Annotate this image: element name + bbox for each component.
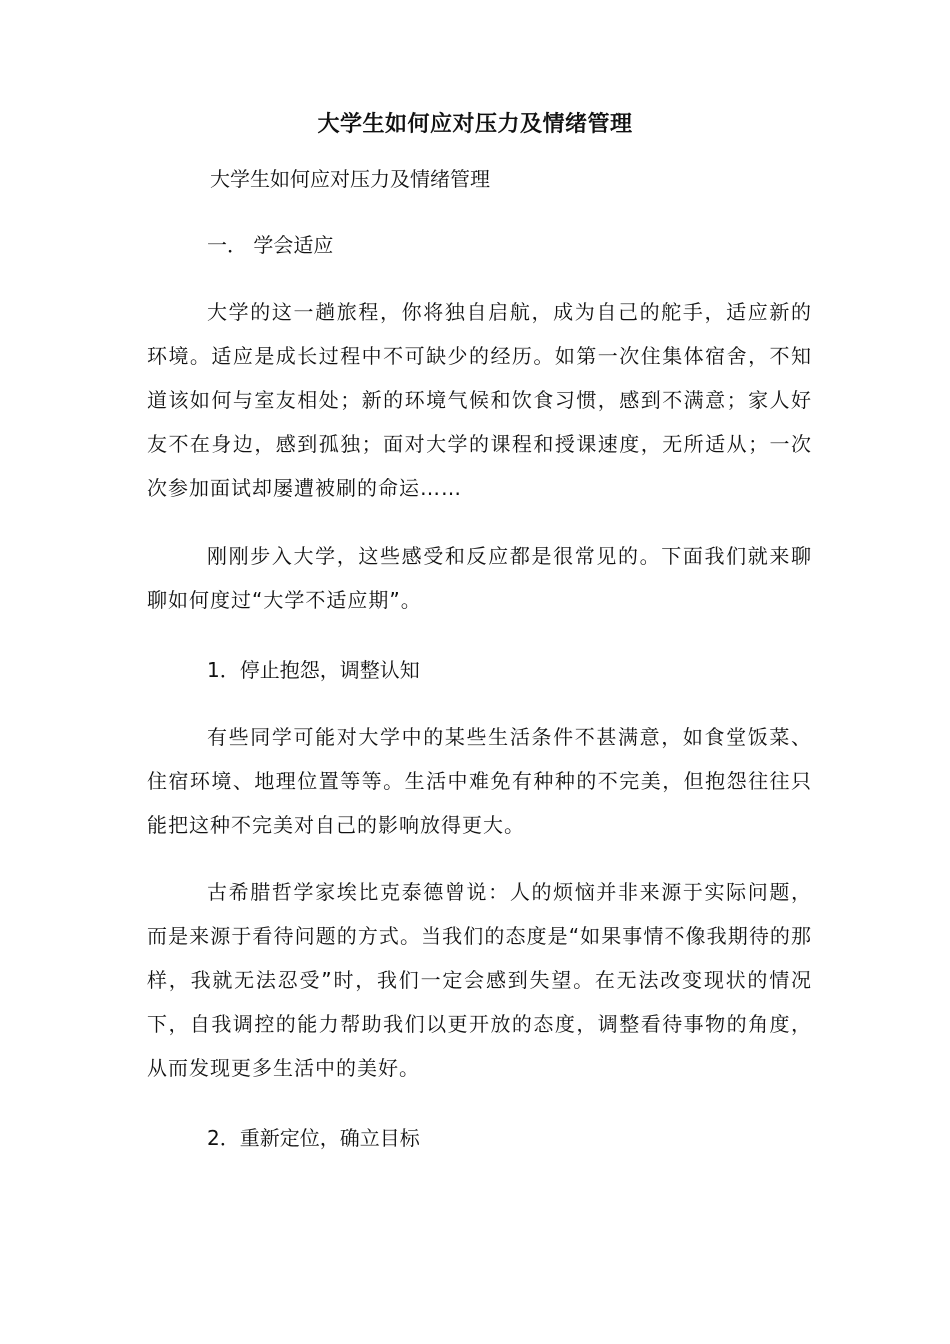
subheading-set-goals: 2．重新定位，确立目标 (207, 1126, 420, 1150)
paragraph-living-conditions: 有些同学可能对大学中的某些生活条件不甚满意，如食堂饭菜、住宿环境、地理位置等等。生活中难免有种种的不完美，但抱怨往往只能把这种不完美对自己的影响放得更大。 (147, 725, 812, 837)
paragraph-adjustment-period: 刚刚步入大学，这些感受和反应都是很常见的。下面我们就来聊聊如何度过“大学不适应期”。 (147, 544, 812, 612)
paragraph-epictetus: 古希腊哲学家埃比克泰德曾说：人的烦恼并非来源于实际问题，而是来源于看待问题的方式。当我们的态度是“如果事情不像我期待的那样，我就无法忍受”时，我们一定会感到失望。在无法改变现状的情况下，自我调控的能力帮助我们以更开放的态度，调整看待事物的角度，从而发现更多生活中的美好。 (147, 880, 812, 1080)
paragraph-journey: 大学的这一趟旅程，你将独自启航，成为自己的舵手，适应新的环境。适应是成长过程中不可缺少的经历。如第一次住集体宿舍，不知道该如何与室友相处；新的环境气候和饮食习惯，感到不满意；家人好友不在身边，感到孤独；面对大学的课程和授课速度，无所适从；一次次参加面试却屡遭被刷的命运…… (147, 300, 812, 500)
document-title: 大学生如何应对压力及情绪管理 (317, 112, 633, 137)
document-subtitle: 大学生如何应对压力及情绪管理 (210, 167, 490, 191)
section-heading-adapt: 一． 学会适应 (207, 233, 334, 257)
subheading-stop-complaining: 1．停止抱怨，调整认知 (207, 658, 420, 682)
